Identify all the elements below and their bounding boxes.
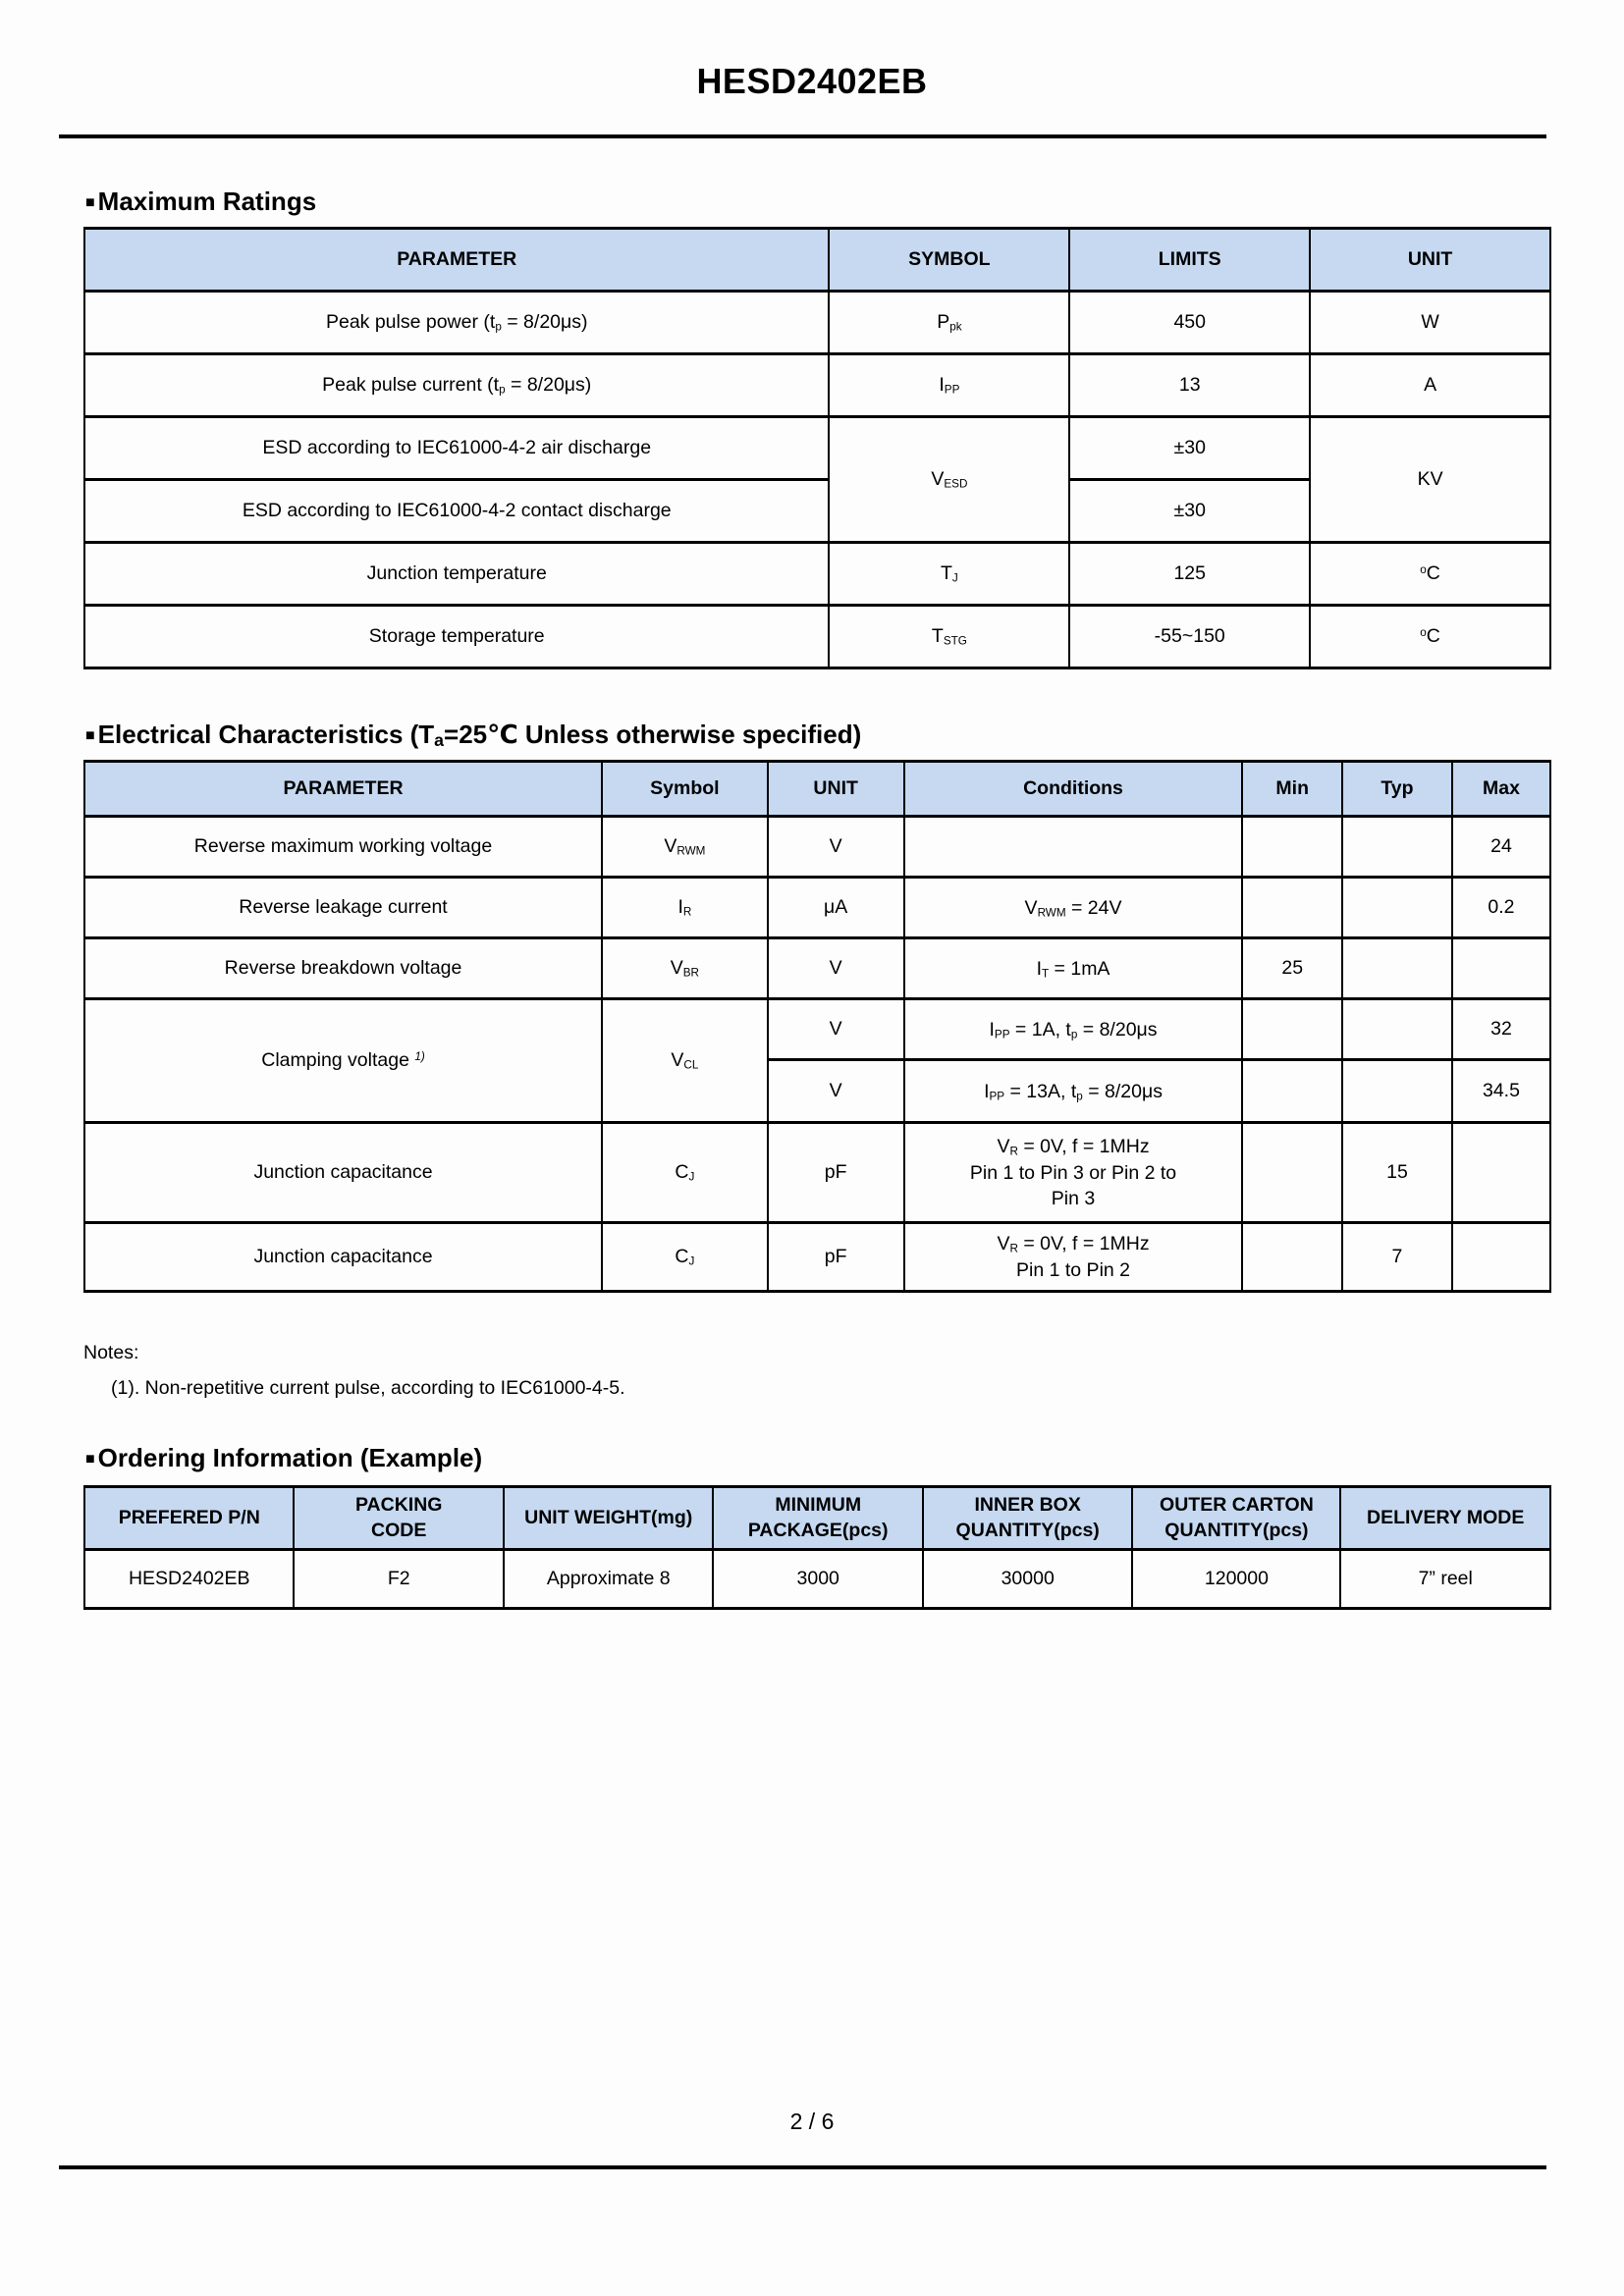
col-header-minimum-package: MINIMUM PACKAGE(pcs) [713, 1487, 922, 1550]
typ-cell [1342, 1060, 1452, 1123]
inner-box-quantity-cell: 30000 [923, 1550, 1132, 1609]
conditions-cell: $V_R = 0V$, f = 1MHz Pin 1 to Pin 3 or Pin 2 to Pin 3 [904, 1123, 1243, 1223]
parameter-cell: Peak pulse current $(t_p = 8/20\mu s)$ [84, 354, 829, 417]
table-row [84, 606, 1550, 668]
col-header-unit: UNIT [1310, 229, 1550, 292]
parameter-cell: Peak pulse power $(t_p = 8/20\mu s)$ [84, 292, 829, 354]
min-cell [1242, 817, 1342, 878]
conditions-cell: $V_R = 0V$, f = 1MHz Pin 1 to Pin 2 [904, 1223, 1243, 1292]
unit-cell: $^o$C [1310, 543, 1550, 606]
typ-cell [1342, 817, 1452, 878]
section-heading-maximum-ratings [85, 187, 1551, 217]
limits-cell: -55~150 [1069, 606, 1310, 668]
parameter-cell: Storage temperature [84, 606, 829, 668]
unit-cell: V [768, 817, 904, 878]
notes-label: Notes: [83, 1342, 139, 1364]
min-cell [1242, 1060, 1342, 1123]
conditions-cell [904, 817, 1243, 878]
parameter-cell: Reverse maximum working voltage [84, 817, 602, 878]
col-header-unit: UNIT [768, 762, 904, 817]
col-header-limits: LIMITS [1069, 229, 1310, 292]
min-cell [1242, 878, 1342, 938]
typ-cell [1342, 878, 1452, 938]
symbol-cell: $V_{ESD}$ [829, 417, 1069, 543]
symbol-cell: $P_{pk}$ [829, 292, 1069, 354]
packing-code-cell: F2 [294, 1550, 503, 1609]
limits-cell: ±30 [1069, 417, 1310, 480]
min-cell [1242, 1223, 1342, 1292]
unit-cell: V [768, 999, 904, 1060]
col-header-symbol: SYMBOL [829, 229, 1069, 292]
unit-cell: V [768, 938, 904, 999]
symbol-cell: $V_{BR}$ [602, 938, 768, 999]
symbol-cell: $C_J$ [602, 1123, 768, 1223]
unit-cell: $^o$C [1310, 606, 1550, 668]
max-cell: 32 [1452, 999, 1550, 1060]
max-cell: 34.5 [1452, 1060, 1550, 1123]
conditions-cell: $I_{PP} = 13A$, $t_p = 8/20\mu s$ [904, 1060, 1243, 1123]
ordering-information-table [83, 1485, 1551, 1610]
parameter-cell: Clamping voltage $^{1)}$ [84, 999, 602, 1123]
typ-cell: 7 [1342, 1223, 1452, 1292]
electrical-characteristics-table [83, 760, 1551, 1293]
table-header-row [84, 229, 1550, 292]
table-row [84, 938, 1550, 999]
unit-cell: pF [768, 1223, 904, 1292]
unit-cell: V [768, 1060, 904, 1123]
col-header-parameter: PARAMETER [84, 762, 602, 817]
min-cell [1242, 999, 1342, 1060]
col-header-unit-weight: UNIT WEIGHT(mg) [504, 1487, 713, 1550]
title-divider [59, 134, 1546, 138]
max-cell [1452, 1223, 1550, 1292]
section-bullet-icon: ■ [85, 727, 95, 745]
conditions-cell: $V_{RWM} = 24V$ [904, 878, 1243, 938]
outer-carton-quantity-cell: 120000 [1132, 1550, 1340, 1609]
table-header-row [84, 762, 1550, 817]
limits-cell: 125 [1069, 543, 1310, 606]
col-header-min: Min [1242, 762, 1342, 817]
col-header-conditions: Conditions [904, 762, 1243, 817]
typ-cell [1342, 999, 1452, 1060]
page-number: 2 / 6 [789, 2109, 835, 2134]
max-cell: 0.2 [1452, 878, 1550, 938]
unit-cell: KV [1310, 417, 1550, 543]
table-row [84, 999, 1550, 1060]
max-ratings-table [83, 227, 1551, 669]
page-content [0, 187, 1624, 1610]
max-cell [1452, 938, 1550, 999]
footer-divider [59, 2165, 1546, 2169]
section-heading-electrical-characteristics [85, 720, 1551, 751]
delivery-mode-cell: 7” reel [1340, 1550, 1550, 1609]
page-title: HESD2402EB [696, 61, 928, 101]
symbol-cell: $C_J$ [602, 1223, 768, 1292]
notes [83, 1342, 1551, 1400]
table-row [84, 417, 1550, 480]
table-row [84, 1123, 1550, 1223]
col-header-symbol: Symbol [602, 762, 768, 817]
parameter-cell: Junction capacitance [84, 1223, 602, 1292]
col-header-packing-code: PACKING CODE [294, 1487, 503, 1550]
table-header-row [84, 1487, 1550, 1550]
note-item: (1). Non-repetitive current pulse, according to IEC61000-4-5. [111, 1377, 625, 1400]
limits-cell: ±30 [1069, 480, 1310, 543]
conditions-cell: $I_{PP} = 1A$, $t_p = 8/20\mu s$ [904, 999, 1243, 1060]
parameter-cell: ESD according to IEC61000-4-2 air discharge [84, 417, 829, 480]
limits-cell: 13 [1069, 354, 1310, 417]
table-row [84, 817, 1550, 878]
parameter-cell: Reverse breakdown voltage [84, 938, 602, 999]
symbol-cell: $I_{PP}$ [829, 354, 1069, 417]
section-heading-label: Electrical Characteristics ($T_a=25℃$ Unless otherwise specified) [97, 720, 862, 751]
parameter-cell: ESD according to IEC61000-4-2 contact discharge [84, 480, 829, 543]
unit-cell: A [1310, 354, 1550, 417]
limits-cell: 450 [1069, 292, 1310, 354]
symbol-cell: $V_{RWM}$ [602, 817, 768, 878]
minimum-package-cell: 3000 [713, 1550, 922, 1609]
section-bullet-icon: ■ [85, 193, 95, 211]
max-cell [1452, 1123, 1550, 1223]
unit-cell: μA [768, 878, 904, 938]
min-cell: 25 [1242, 938, 1342, 999]
table-row [84, 1223, 1550, 1292]
unit-weight-cell: Approximate 8 [504, 1550, 713, 1609]
section-heading-label: Ordering Information (Example) [97, 1443, 483, 1473]
unit-cell: W [1310, 292, 1550, 354]
section-bullet-icon: ■ [85, 1450, 95, 1468]
table-row [84, 1550, 1550, 1609]
table-row [84, 292, 1550, 354]
parameter-cell: Junction capacitance [84, 1123, 602, 1223]
typ-cell: 15 [1342, 1123, 1452, 1223]
table-row [84, 543, 1550, 606]
col-header-max: Max [1452, 762, 1550, 817]
min-cell [1242, 1123, 1342, 1223]
symbol-cell: $V_{CL}$ [602, 999, 768, 1123]
col-header-typ: Typ [1342, 762, 1452, 817]
parameter-cell: Reverse leakage current [84, 878, 602, 938]
col-header-inner-box-quantity: INNER BOX QUANTITY(pcs) [923, 1487, 1132, 1550]
col-header-parameter: PARAMETER [84, 229, 829, 292]
symbol-cell: $T_J$ [829, 543, 1069, 606]
symbol-cell: $T_{STG}$ [829, 606, 1069, 668]
parameter-cell: Junction temperature [84, 543, 829, 606]
part-number-cell: HESD2402EB [84, 1550, 294, 1609]
typ-cell [1342, 938, 1452, 999]
section-heading-ordering-information [85, 1443, 1551, 1473]
table-row [84, 878, 1550, 938]
conditions-cell: $I_T = 1mA$ [904, 938, 1243, 999]
max-cell: 24 [1452, 817, 1550, 878]
unit-cell: pF [768, 1123, 904, 1223]
table-row [84, 354, 1550, 417]
col-header-prefered-pn: PREFERED P/N [84, 1487, 294, 1550]
section-heading-label: Maximum Ratings [97, 187, 317, 216]
col-header-outer-carton-quantity: OUTER CARTON QUANTITY(pcs) [1132, 1487, 1340, 1550]
symbol-cell: $I_R$ [602, 878, 768, 938]
col-header-delivery-mode: DELIVERY MODE [1340, 1487, 1550, 1550]
